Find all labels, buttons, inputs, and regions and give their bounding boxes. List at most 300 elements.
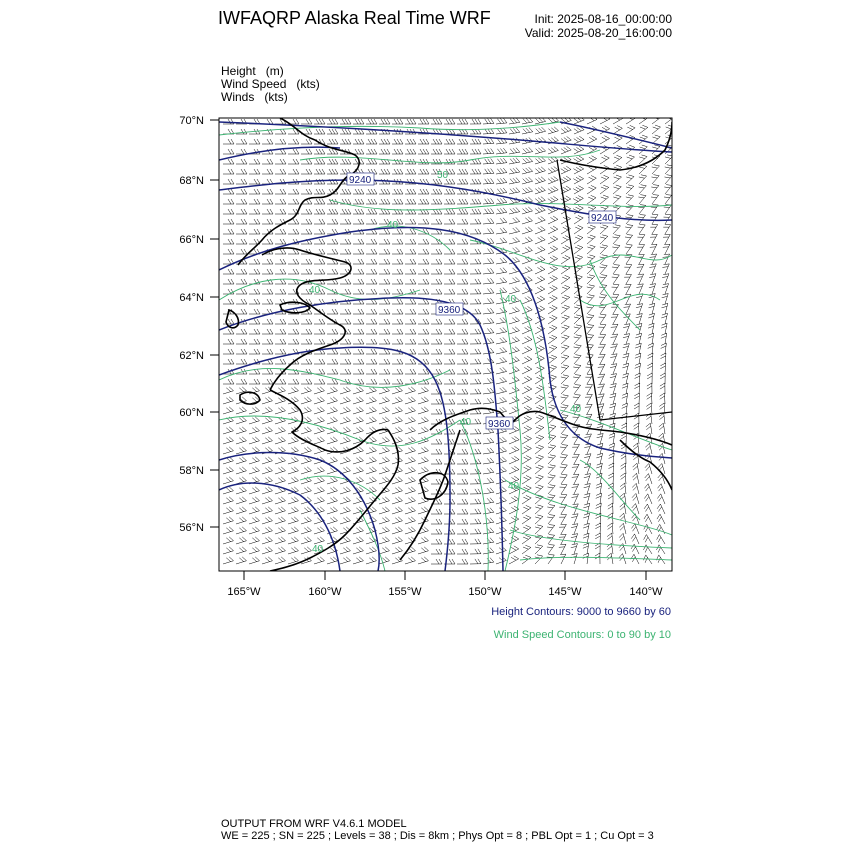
wind-barb [470, 469, 481, 474]
wind-barb [574, 255, 583, 264]
wind-barb [262, 437, 273, 444]
wind-barb [249, 557, 260, 564]
wind-barb [470, 199, 481, 204]
wind-barb [645, 463, 652, 474]
wind-barb [574, 345, 582, 354]
wind-barb [647, 373, 652, 384]
wind-barb [327, 209, 338, 214]
wind-barb [483, 268, 494, 274]
lon-label: 150°W [468, 586, 502, 598]
wind-barb [626, 155, 635, 164]
wind-barb [561, 335, 569, 344]
wind-barb [612, 245, 620, 254]
wind-barb [444, 239, 455, 244]
wind-barb [353, 259, 364, 264]
wind-barb [584, 493, 590, 504]
wind-barb [275, 239, 286, 244]
wind-barb [620, 483, 626, 494]
wind-barb [647, 363, 652, 374]
wind-barb [522, 187, 533, 194]
wind-barb [496, 188, 507, 194]
wind-barb [444, 319, 455, 324]
wind-barb [522, 386, 532, 394]
wind-barb [522, 118, 533, 124]
wind-barb [622, 413, 628, 424]
wind-barb [314, 129, 325, 134]
wind-barb [418, 269, 429, 274]
wind-barb [483, 248, 494, 254]
wind-barb [649, 274, 656, 284]
wind-barb [418, 557, 429, 564]
wind-barb [624, 284, 631, 294]
wind-barb [496, 357, 507, 364]
wind-barb [664, 195, 672, 204]
wind-barb [314, 387, 325, 394]
wind-barb [509, 237, 520, 244]
wind-barb [379, 497, 390, 504]
wind-barb [561, 375, 569, 384]
wind-barb [431, 219, 442, 224]
wind-barb [301, 507, 312, 514]
wind-barb [470, 209, 481, 214]
wind-barb [635, 373, 641, 384]
wind-barb [635, 343, 641, 354]
wind-barb [379, 537, 390, 544]
wind-barb [392, 457, 403, 464]
wind-barb [444, 549, 455, 554]
wind-barb [586, 345, 594, 354]
wind-barb [301, 467, 312, 474]
wind-barb [457, 529, 468, 534]
wind-barb [431, 399, 442, 404]
wind-barb [496, 258, 507, 264]
wind-barb [314, 239, 325, 244]
wind-barb [522, 127, 533, 134]
wind-barb [223, 219, 234, 224]
wind-barb [548, 465, 556, 474]
wind-barb [353, 119, 364, 124]
wind-barb [636, 314, 643, 324]
wind-barb [483, 518, 494, 524]
wind-barb [637, 245, 644, 254]
wind-barb [223, 397, 234, 404]
wind-barb [340, 417, 351, 424]
wind-barb [327, 507, 338, 514]
wind-barb [637, 274, 644, 284]
wind-barb [249, 179, 260, 184]
wind-barb [327, 497, 338, 504]
valid-time: Valid: 2025-08-20_16:00:00 [524, 26, 672, 40]
wind-barb [392, 407, 403, 414]
wind-barb [639, 115, 648, 124]
wind-barb [613, 175, 622, 184]
wind-barb [353, 199, 364, 204]
field-unit: (kts) [264, 90, 288, 104]
wind-barb [327, 249, 338, 254]
wind-barb [457, 199, 468, 204]
wind-barb [314, 209, 325, 214]
wind-barb [288, 139, 299, 144]
wind-barb [392, 169, 403, 174]
wind-barb [634, 413, 639, 424]
wind-barb [625, 245, 633, 254]
wind-barb [340, 129, 351, 134]
wind-barb [573, 375, 581, 384]
wind-barb [548, 296, 557, 304]
wind-barb [457, 399, 468, 404]
wind-barb [600, 235, 608, 244]
wind-barb [288, 517, 299, 524]
wind-barb [418, 339, 429, 344]
wind-barb [418, 189, 429, 194]
wind-barb [574, 335, 582, 344]
wind-barb [288, 159, 299, 164]
wind-barb [223, 139, 234, 144]
wind-barb [509, 536, 519, 544]
wind-contour [590, 260, 640, 330]
wind-barb [587, 285, 595, 294]
wind-barb [405, 279, 416, 284]
wind-barb [522, 356, 532, 364]
contour-labels [309, 170, 616, 555]
wind-barb [600, 245, 608, 254]
wind-barb [431, 409, 442, 414]
wind-barb [301, 219, 312, 224]
wind-barb [535, 485, 543, 494]
wind-barb [392, 199, 403, 204]
lat-label: 70°N [179, 115, 204, 127]
wind-barb [647, 393, 652, 404]
wind-barb [572, 484, 579, 494]
wind-barb [470, 259, 481, 264]
wind-barb [301, 139, 312, 144]
wind-barb [626, 195, 634, 204]
wind-barb [301, 319, 312, 324]
wind-barb [327, 129, 338, 134]
wind-barb [236, 359, 247, 364]
wind-barb [608, 473, 613, 484]
wind-barb [444, 399, 455, 404]
wind-barb [379, 199, 390, 204]
wind-barb [301, 329, 312, 334]
wind-barb [657, 504, 665, 514]
wind-barb [483, 398, 494, 404]
wind-barb [646, 423, 652, 434]
wind-barb [609, 403, 615, 414]
wind-barb [444, 539, 455, 544]
wind-barb [522, 336, 532, 344]
wind-barb [444, 189, 455, 194]
wind-barb [288, 537, 299, 544]
wind-barb [660, 393, 665, 404]
wind-barb [301, 427, 312, 434]
wind-barb [392, 397, 403, 404]
wind-barb [470, 419, 481, 424]
wind-barb [262, 487, 273, 494]
wind-barb [431, 259, 442, 264]
wind-barb [314, 119, 325, 124]
wind-barb [379, 329, 390, 334]
wind-barb [470, 529, 481, 534]
wind-barb [470, 179, 481, 184]
wind-label-text: 40 [312, 544, 324, 555]
wind-barb [223, 249, 234, 254]
wind-barb [535, 545, 543, 554]
wind-barb [522, 207, 533, 214]
wind-barb [392, 537, 403, 544]
wind-barb [379, 397, 390, 404]
wind-barb [418, 139, 429, 144]
wind-barb [314, 467, 325, 474]
wind-barb [611, 314, 618, 324]
wind-barb [595, 523, 600, 534]
wind-barb [470, 269, 481, 274]
wind-barb [587, 185, 596, 194]
wind-barb [301, 387, 312, 394]
wind-barb [275, 497, 286, 504]
wind-barb [405, 417, 416, 424]
wind-barb [548, 246, 558, 254]
wind-barb [613, 145, 622, 154]
wind-barb [607, 553, 613, 564]
wind-barb [483, 308, 494, 314]
wind-barb [607, 523, 613, 534]
wind-barb [613, 195, 621, 204]
wind-barb [366, 249, 377, 254]
wind-barb [392, 329, 403, 334]
wind-barb [392, 497, 403, 504]
wind-barb [548, 335, 557, 344]
wind-barb [663, 234, 670, 244]
wind-barb [548, 405, 556, 414]
wind-barb [470, 479, 481, 484]
wind-barb [379, 359, 390, 364]
wind-barb [340, 497, 351, 504]
wind-barb [431, 549, 442, 554]
wind-barb [559, 505, 566, 514]
wind-barb [662, 264, 669, 274]
wind-barb [340, 349, 351, 354]
wind-barb [262, 527, 273, 534]
wind-barb [236, 309, 247, 314]
wind-barb [444, 379, 455, 384]
wind-barb [327, 159, 338, 164]
wind-barb [405, 249, 416, 254]
wind-barb [483, 378, 494, 384]
wind-barb [444, 149, 455, 154]
wind-barb [249, 379, 260, 384]
wind-barb [457, 219, 468, 224]
wind-barb [561, 385, 569, 394]
wind-barb [236, 179, 247, 184]
wind-barb [444, 279, 455, 284]
wind-barb [262, 319, 273, 324]
wind-barb [444, 219, 455, 224]
wind-barb [457, 459, 468, 464]
wind-barb [621, 453, 626, 464]
wind-barb [392, 487, 403, 494]
wind-barb [249, 467, 260, 474]
wind-barb [379, 417, 390, 424]
wind-barb [574, 325, 582, 334]
wind-barb [639, 185, 647, 194]
wind-barb [301, 119, 312, 124]
wind-barb [509, 357, 519, 364]
wind-barb [236, 417, 247, 424]
wind-barb [249, 497, 260, 504]
wind-barb [418, 397, 429, 404]
wind-barb [483, 278, 494, 284]
wind-barb [496, 168, 507, 174]
wind-barb [470, 279, 481, 284]
wind-barb [223, 329, 234, 334]
wind-barb [353, 369, 364, 374]
wind-barb [661, 303, 667, 314]
wind-barb [353, 319, 364, 324]
wind-barb [340, 309, 351, 314]
wind-barb [301, 547, 312, 554]
wind-barb [236, 547, 247, 554]
wind-barb [262, 547, 273, 554]
wind-barb [559, 554, 566, 564]
wind-barb [535, 286, 545, 294]
wind-barb [657, 494, 665, 504]
wind-barb [561, 345, 569, 354]
wind-barb [262, 329, 273, 334]
lon-label: 140°W [629, 586, 663, 598]
wind-barb [561, 176, 571, 184]
wind-barb [366, 457, 377, 464]
wind-barb [610, 354, 617, 364]
wind-barb [288, 407, 299, 414]
wind-barb [249, 229, 260, 234]
wind-barb [535, 455, 544, 464]
wind-barb [522, 535, 531, 544]
wind-barb [457, 349, 468, 354]
coastline-kenai [400, 430, 460, 560]
wind-barb [548, 186, 558, 194]
wind-barb [496, 198, 507, 204]
wind-contour [580, 294, 660, 306]
wind-barb [560, 445, 568, 454]
wind-barb [585, 394, 592, 404]
wind-barb [405, 407, 416, 414]
wind-barb [431, 479, 442, 484]
wind-barb [522, 366, 532, 374]
lon-label: 145°W [548, 586, 582, 598]
wind-barb [262, 299, 273, 304]
wind-barb [405, 199, 416, 204]
wind-barb [223, 507, 234, 514]
lat-label: 62°N [179, 350, 204, 362]
wind-barb [535, 197, 545, 204]
wind-barb [522, 157, 533, 164]
wind-barb [612, 275, 620, 284]
wind-barb [392, 507, 403, 514]
init-time: Init: 2025-08-16_00:00:00 [534, 12, 672, 26]
wind-barb [327, 359, 338, 364]
wind-barb [405, 517, 416, 524]
wind-barb [509, 516, 519, 524]
wind-barb [275, 407, 286, 414]
wind-barb [535, 177, 545, 184]
wind-barb [288, 507, 299, 514]
wind-barb [547, 525, 555, 534]
wind-barb [288, 547, 299, 554]
wind-barb [470, 149, 481, 154]
wind-barb [457, 499, 468, 504]
wind-barb [509, 466, 519, 474]
wind-barb [600, 225, 608, 234]
wind-barb [379, 249, 390, 254]
wind-barb [405, 269, 416, 274]
lat-label: 56°N [179, 522, 204, 534]
wind-barb [223, 229, 234, 234]
wind-barb [662, 274, 669, 284]
wind-barb [457, 559, 468, 564]
wind-barb [609, 433, 615, 444]
wind-barb [598, 325, 605, 334]
wind-barb [597, 384, 604, 394]
wind-barb [288, 457, 299, 464]
wind-barb [636, 284, 643, 294]
lat-label: 64°N [179, 292, 204, 304]
wind-barb [470, 169, 481, 174]
wind-barb [613, 225, 621, 234]
wind-barb [650, 244, 657, 254]
wind-barb [548, 455, 556, 464]
wind-barb [275, 467, 286, 474]
wind-barb [470, 329, 481, 334]
wind-barb [392, 299, 403, 304]
wind-barb [249, 299, 260, 304]
wind-barb [314, 269, 325, 274]
wind-barb [535, 187, 545, 194]
wind-barb [236, 557, 247, 564]
wind-barb [561, 166, 571, 174]
wind-barb [223, 159, 234, 164]
height-label-text: 9360 [438, 305, 461, 316]
wind-barb [535, 207, 545, 214]
wind-barb [223, 199, 234, 204]
wind-barb [236, 239, 247, 244]
wind-barb [223, 517, 234, 524]
wind-barb [353, 219, 364, 224]
wind-barb [340, 339, 351, 344]
wind-barb [327, 517, 338, 524]
wind-barb [379, 139, 390, 144]
wind-barb [535, 505, 543, 514]
wind-barb [496, 228, 507, 234]
wind-barb [288, 527, 299, 534]
wind-barb [340, 359, 351, 364]
wind-barb [405, 507, 416, 514]
wind-barb [249, 427, 260, 434]
wind-barb [470, 429, 481, 434]
wind-barb [249, 547, 260, 554]
wind-barb [275, 319, 286, 324]
wind-barb [379, 467, 390, 474]
wind-barb [664, 175, 672, 184]
wind-barb [301, 189, 312, 194]
wind-barb [535, 157, 546, 164]
wind-barb [548, 355, 557, 364]
wind-barb [431, 119, 442, 124]
wind-barb [644, 514, 652, 524]
wind-barb [626, 115, 635, 124]
wind-barb [366, 359, 377, 364]
wind-barb [661, 313, 667, 324]
